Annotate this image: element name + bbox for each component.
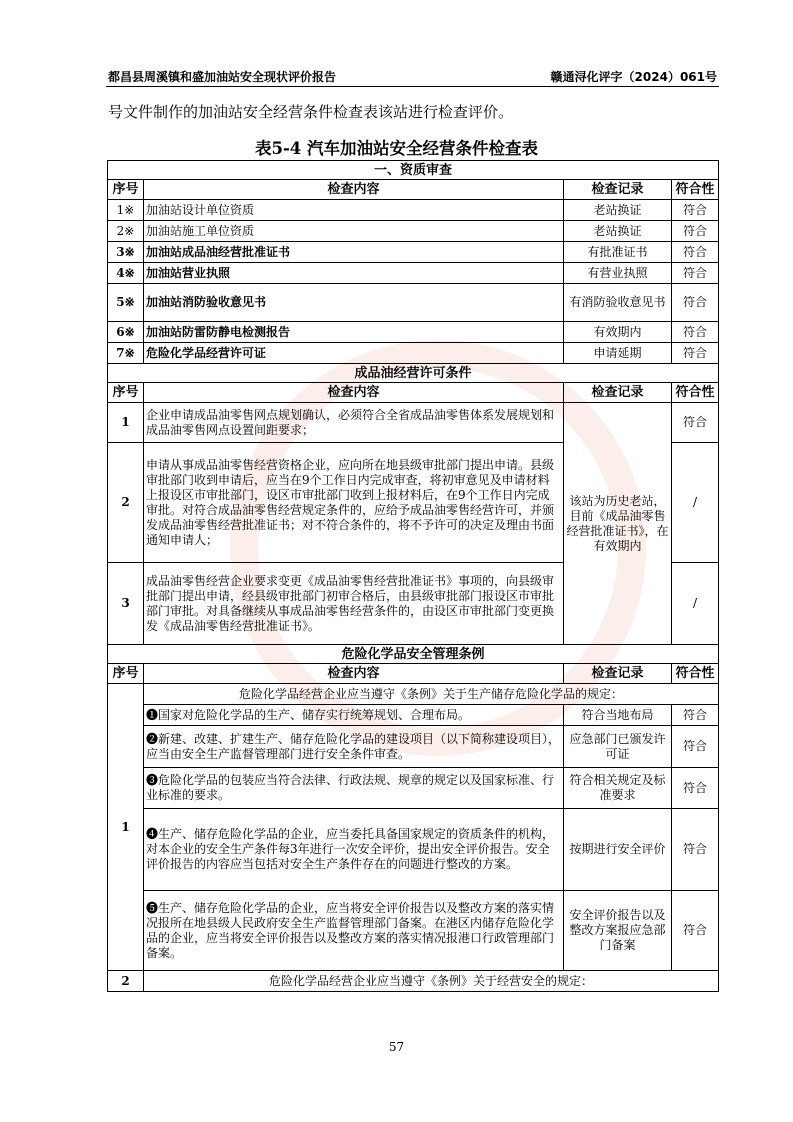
row-content: 加油站消防验收意见书 — [144, 284, 564, 322]
row-content: 成品油零售经营企业要求变更《成品油零售经营批准证书》事项的，向县级审批部门提出申请，经县级审批部门初审合格后，由县级审批部门报设区市审批部门审批。对具备继续从事成品油零售经营条件的，由设区市审批部门变更换发《成品油零售经营批准证书》。 — [144, 563, 564, 645]
row-no: 2※ — [108, 221, 144, 242]
row-content: ❶国家对危险化学品的生产、储存实行统筹规划、合理布局。 — [144, 705, 564, 726]
table-row — [108, 705, 719, 726]
row-record: 有批准证书 — [564, 242, 672, 263]
table-row — [108, 200, 719, 221]
row-conform: 符合 — [672, 343, 719, 364]
row-conform: 符合 — [672, 242, 719, 263]
col-header-content: 检查内容 — [144, 180, 564, 200]
row-no: 5※ — [108, 284, 144, 322]
col-header-record: 检查记录 — [564, 383, 672, 403]
col-header-content: 检查内容 — [144, 664, 564, 684]
row-content: 加油站成品油经营批准证书 — [144, 242, 564, 263]
row-record: 应急部门已颁发许可证 — [564, 726, 672, 768]
col-header-record: 检查记录 — [564, 664, 672, 684]
row-no: 1※ — [108, 200, 144, 221]
row-content: ❷新建、改建、扩建生产、储存危险化学品的建设项目（以下简称建设项目），应当由安全生产监督管理部门进行安全条件审查。 — [144, 726, 564, 768]
row-content: 加油站营业执照 — [144, 263, 564, 284]
row-conform: 符合 — [672, 263, 719, 284]
row-record: 符合相关规定及标准要求 — [564, 768, 672, 809]
table-row — [108, 891, 719, 971]
row-conform: / — [672, 563, 719, 645]
col-header-conform: 符合性 — [672, 664, 719, 684]
table-row — [108, 284, 719, 322]
row-record: 有效期内 — [564, 322, 672, 343]
row-conform: 符合 — [672, 403, 719, 443]
row-record: 老站换证 — [564, 200, 672, 221]
row-record: 安全评价报告以及整改方案报应急部门备案 — [564, 891, 672, 971]
col-header-conform: 符合性 — [672, 180, 719, 200]
table-row — [108, 768, 719, 809]
row-content: 危险化学品经营许可证 — [144, 343, 564, 364]
row-content: 申请从事成品油零售经营资格企业，应向所在地县级审批部门提出申请。县级审批部门收到申请后，应当在9个工作日内完成审查，将初审意见及申请材料上报设区市审批部门，设区市审批部门收到上报材料后，在9个工作日内完成审批。对符合成品油零售经营规定条件的，应给予成品油零售经营许可，并颁发成品油零售经营批准证书；对不符合条件的，将不予许可的决定及理由书面通知申请人； — [144, 443, 564, 563]
inspection-table — [107, 160, 719, 992]
table-row — [108, 971, 719, 992]
row-record: 符合当地布局 — [564, 705, 672, 726]
row-record: 有营业执照 — [564, 263, 672, 284]
col-header-no: 序号 — [108, 664, 144, 684]
header-left: 都昌县周溪镇和盛加油站安全现状评价报告 — [108, 70, 337, 84]
row-record: 老站换证 — [564, 221, 672, 242]
row-content: ❸危险化学品的包装应当符合法律、行政法规、规章的规定以及国家标准、行业标准的要求。 — [144, 768, 564, 809]
row-conform: 符合 — [672, 200, 719, 221]
col-header-no: 序号 — [108, 383, 144, 403]
merged-record: 该站为历史老站，目前《成品油零售经营批准证书》，在有效期内 — [564, 403, 672, 645]
row-conform: 符合 — [672, 221, 719, 242]
row-conform: 符合 — [672, 891, 719, 971]
row-conform: 符合 — [672, 768, 719, 809]
row-content: 加油站防雷防静电检测报告 — [144, 322, 564, 343]
table-title: 表5-4 汽车加油站安全经营条件检查表 — [254, 139, 539, 158]
row-conform: 符合 — [672, 705, 719, 726]
col-header-content: 检查内容 — [144, 383, 564, 403]
row-record: 申请延期 — [564, 343, 672, 364]
page-number: 57 — [388, 1040, 405, 1054]
table-row — [108, 809, 719, 891]
group-header: 危险化学品经营企业应当遵守《条例》关于经营安全的规定： — [144, 971, 719, 992]
section1-title: 一、资质审查 — [108, 161, 719, 180]
row-no: 2 — [108, 443, 144, 563]
row-record: 按期进行安全评价 — [564, 809, 672, 891]
table-row — [108, 684, 719, 705]
row-conform: 符合 — [672, 284, 719, 322]
table-row — [108, 403, 719, 443]
row-no: 1 — [108, 403, 144, 443]
row-conform: 符合 — [672, 322, 719, 343]
row-no: 7※ — [108, 343, 144, 364]
table-row — [108, 263, 719, 284]
row-content: ❹生产、储存危险化学品的企业，应当委托具备国家规定的资质条件的机构，对本企业的安全生产条件每3年进行一次安全评价，提出安全评价报告。安全评价报告的内容应当包括对安全生产条件存在的问题进行整改的方案。 — [144, 809, 564, 891]
row-record: 有消防验收意见书 — [564, 284, 672, 322]
row-conform: 符合 — [672, 809, 719, 891]
row-content: 加油站施工单位资质 — [144, 221, 564, 242]
row-conform: / — [672, 443, 719, 563]
table-row — [108, 726, 719, 768]
group-header: 危险化学品经营企业应当遵守《条例》关于生产储存危险化学品的规定： — [144, 684, 719, 705]
table-row — [108, 322, 719, 343]
row-content: 企业申请成品油零售网点规划确认，必须符合全省成品油零售体系发展规划和成品油零售网点设置间距要求； — [144, 403, 564, 443]
intro-text: 号文件制作的加油站安全经营条件检查表该站进行检查评价。 — [108, 103, 514, 121]
table-row — [108, 242, 719, 263]
row-no: 1 — [108, 684, 144, 971]
row-content: 加油站设计单位资质 — [144, 200, 564, 221]
row-conform: 符合 — [672, 726, 719, 768]
row-content: ❺生产、储存危险化学品的企业，应当将安全评价报告以及整改方案的落实情况报所在地县级人民政府安全生产监督管理部门备案。在港区内储存危险化学品的企业，应当将安全评价报告以及整改方案的落实情况报港口行政管理部门备案。 — [144, 891, 564, 971]
section3-title: 危险化学品安全管理条例 — [108, 645, 719, 664]
col-header-conform: 符合性 — [672, 383, 719, 403]
row-no: 4※ — [108, 263, 144, 284]
header-right: 赣通浔化评字（2024）061号 — [550, 70, 717, 84]
col-header-no: 序号 — [108, 180, 144, 200]
row-no: 2 — [108, 971, 144, 992]
table-row — [108, 221, 719, 242]
row-no: 3 — [108, 563, 144, 645]
header-divider — [106, 86, 719, 87]
table-row — [108, 343, 719, 364]
row-no: 6※ — [108, 322, 144, 343]
section2-title: 成品油经营许可条件 — [108, 364, 719, 383]
row-no: 3※ — [108, 242, 144, 263]
col-header-record: 检查记录 — [564, 180, 672, 200]
